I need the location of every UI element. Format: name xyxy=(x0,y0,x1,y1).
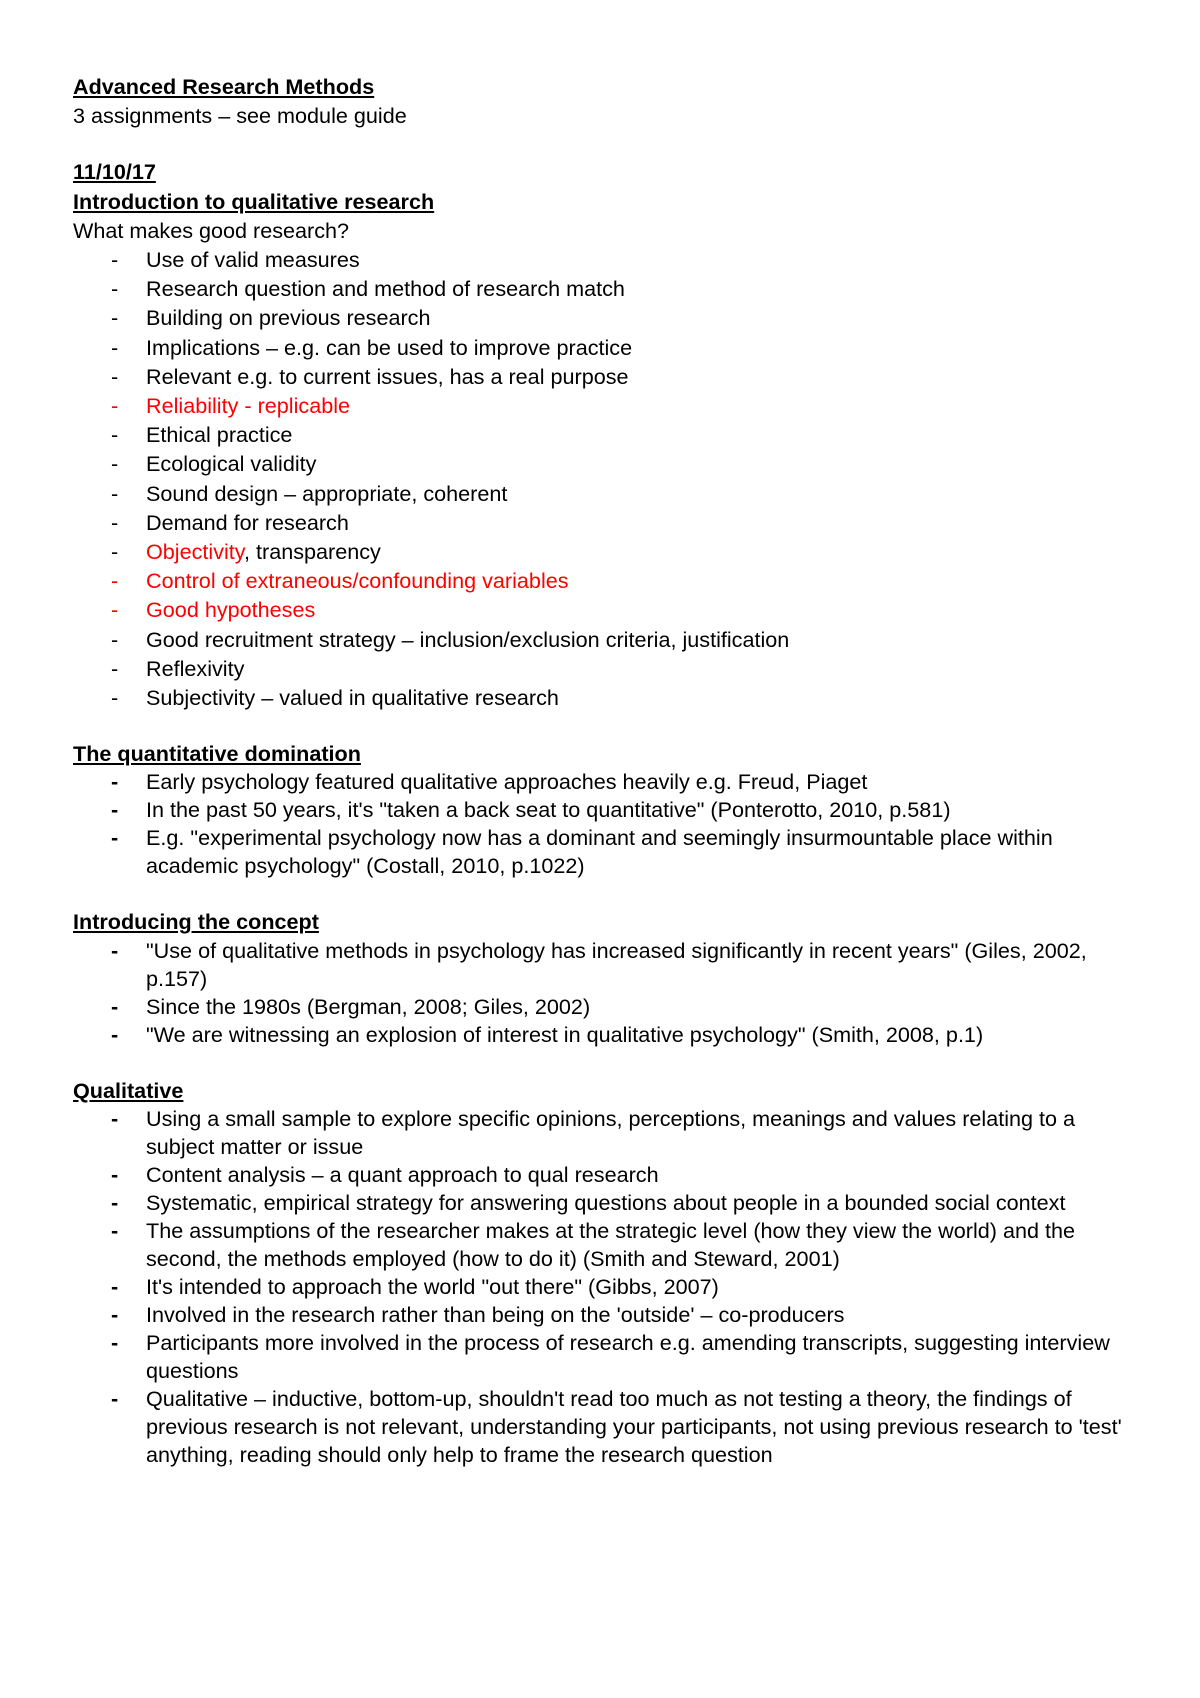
list-item: - "Use of qualitative methods in psychology has increased significantly in recent years" (Giles, 2002, p.157) xyxy=(73,937,1131,993)
qualitative-list xyxy=(73,1105,1131,1469)
section-heading-intro: Introduction to qualitative research xyxy=(73,188,435,214)
list-item: - Using a small sample to explore specific opinions, perceptions, meanings and values relating to a subject matter or issue xyxy=(73,1105,1131,1161)
list-item: - Content analysis – a quant approach to qual research xyxy=(73,1161,1131,1189)
list-item: - Use of valid measures xyxy=(73,245,1100,274)
session-date: 11/10/17 xyxy=(73,159,156,185)
good-research-list xyxy=(73,245,1100,712)
list-item: - The assumptions of the researcher makes at the strategic level (how they view the world) and the second, the methods employed (how to do it) (Smith and Steward, 2001) xyxy=(73,1217,1131,1273)
list-item: - Reflexivity xyxy=(73,654,1100,683)
assignments-note: 3 assignments – see module guide xyxy=(73,103,407,129)
good-research-question: What makes good research? xyxy=(73,217,350,243)
list-item: - Ethical practice xyxy=(73,420,1100,449)
list-item: - Participants more involved in the process of research e.g. amending transcripts, suggesting interview questions xyxy=(73,1329,1131,1385)
list-item: - Involved in the research rather than being on the 'outside' – co-producers xyxy=(73,1301,1131,1329)
list-item-highlighted: - Reliability - replicable xyxy=(73,391,1100,420)
list-item: - Qualitative – inductive, bottom-up, shouldn't read too much as not testing a theory, the findings of previous research is not relevant, understanding your participants, not using previous research to 'test' anything, reading should only help to frame the research question xyxy=(73,1385,1131,1469)
list-item: - Ecological validity xyxy=(73,449,1100,478)
list-item: - Early psychology featured qualitative approaches heavily e.g. Freud, Piaget xyxy=(73,768,1131,796)
list-item: - Building on previous research xyxy=(73,303,1100,332)
list-item: - Systematic, empirical strategy for answering questions about people in a bounded social context xyxy=(73,1189,1131,1217)
list-item: - In the past 50 years, it's "taken a back seat to quantitative" (Ponterotto, 2010, p.581) xyxy=(73,796,1131,824)
list-item: - Demand for research xyxy=(73,508,1100,537)
section-heading-introducing: Introducing the concept xyxy=(73,909,319,935)
spacer xyxy=(73,1049,1100,1076)
list-item: - It's intended to approach the world "out there" (Gibbs, 2007) xyxy=(73,1273,1131,1301)
spacer xyxy=(73,130,1100,157)
list-item: - Good recruitment strategy – inclusion/exclusion criteria, justification xyxy=(73,625,1100,654)
highlight-text: Objectivity xyxy=(146,539,244,565)
list-item: - Subjectivity – valued in qualitative research xyxy=(73,683,1100,712)
list-item-highlighted: - Good hypotheses xyxy=(73,595,1100,624)
list-item: - Sound design – appropriate, coherent xyxy=(73,479,1100,508)
section-heading-quant: The quantitative domination xyxy=(73,741,361,767)
section-heading-qualitative: Qualitative xyxy=(73,1077,184,1103)
spacer xyxy=(73,712,1100,739)
list-item: - E.g. "experimental psychology now has a dominant and seemingly insurmountable place within academic psychology" (Costall, 2010, p.1022) xyxy=(73,824,1131,880)
list-item: - Implications – e.g. can be used to improve practice xyxy=(73,333,1100,362)
plain-text: , transparency xyxy=(244,539,381,565)
introducing-list xyxy=(73,937,1131,1049)
spacer xyxy=(73,880,1100,907)
list-item-highlighted: - Control of extraneous/confounding variables xyxy=(73,566,1100,595)
list-item: - Since the 1980s (Bergman, 2008; Giles, 2002) xyxy=(73,993,1131,1021)
list-item: - Research question and method of research match xyxy=(73,274,1100,303)
document-title: Advanced Research Methods xyxy=(73,74,375,99)
quant-domination-list xyxy=(73,768,1131,880)
list-item xyxy=(73,537,1100,566)
list-item: - Relevant e.g. to current issues, has a real purpose xyxy=(73,362,1100,391)
list-item: - "We are witnessing an explosion of interest in qualitative psychology" (Smith, 2008, p.1) xyxy=(73,1021,1131,1049)
